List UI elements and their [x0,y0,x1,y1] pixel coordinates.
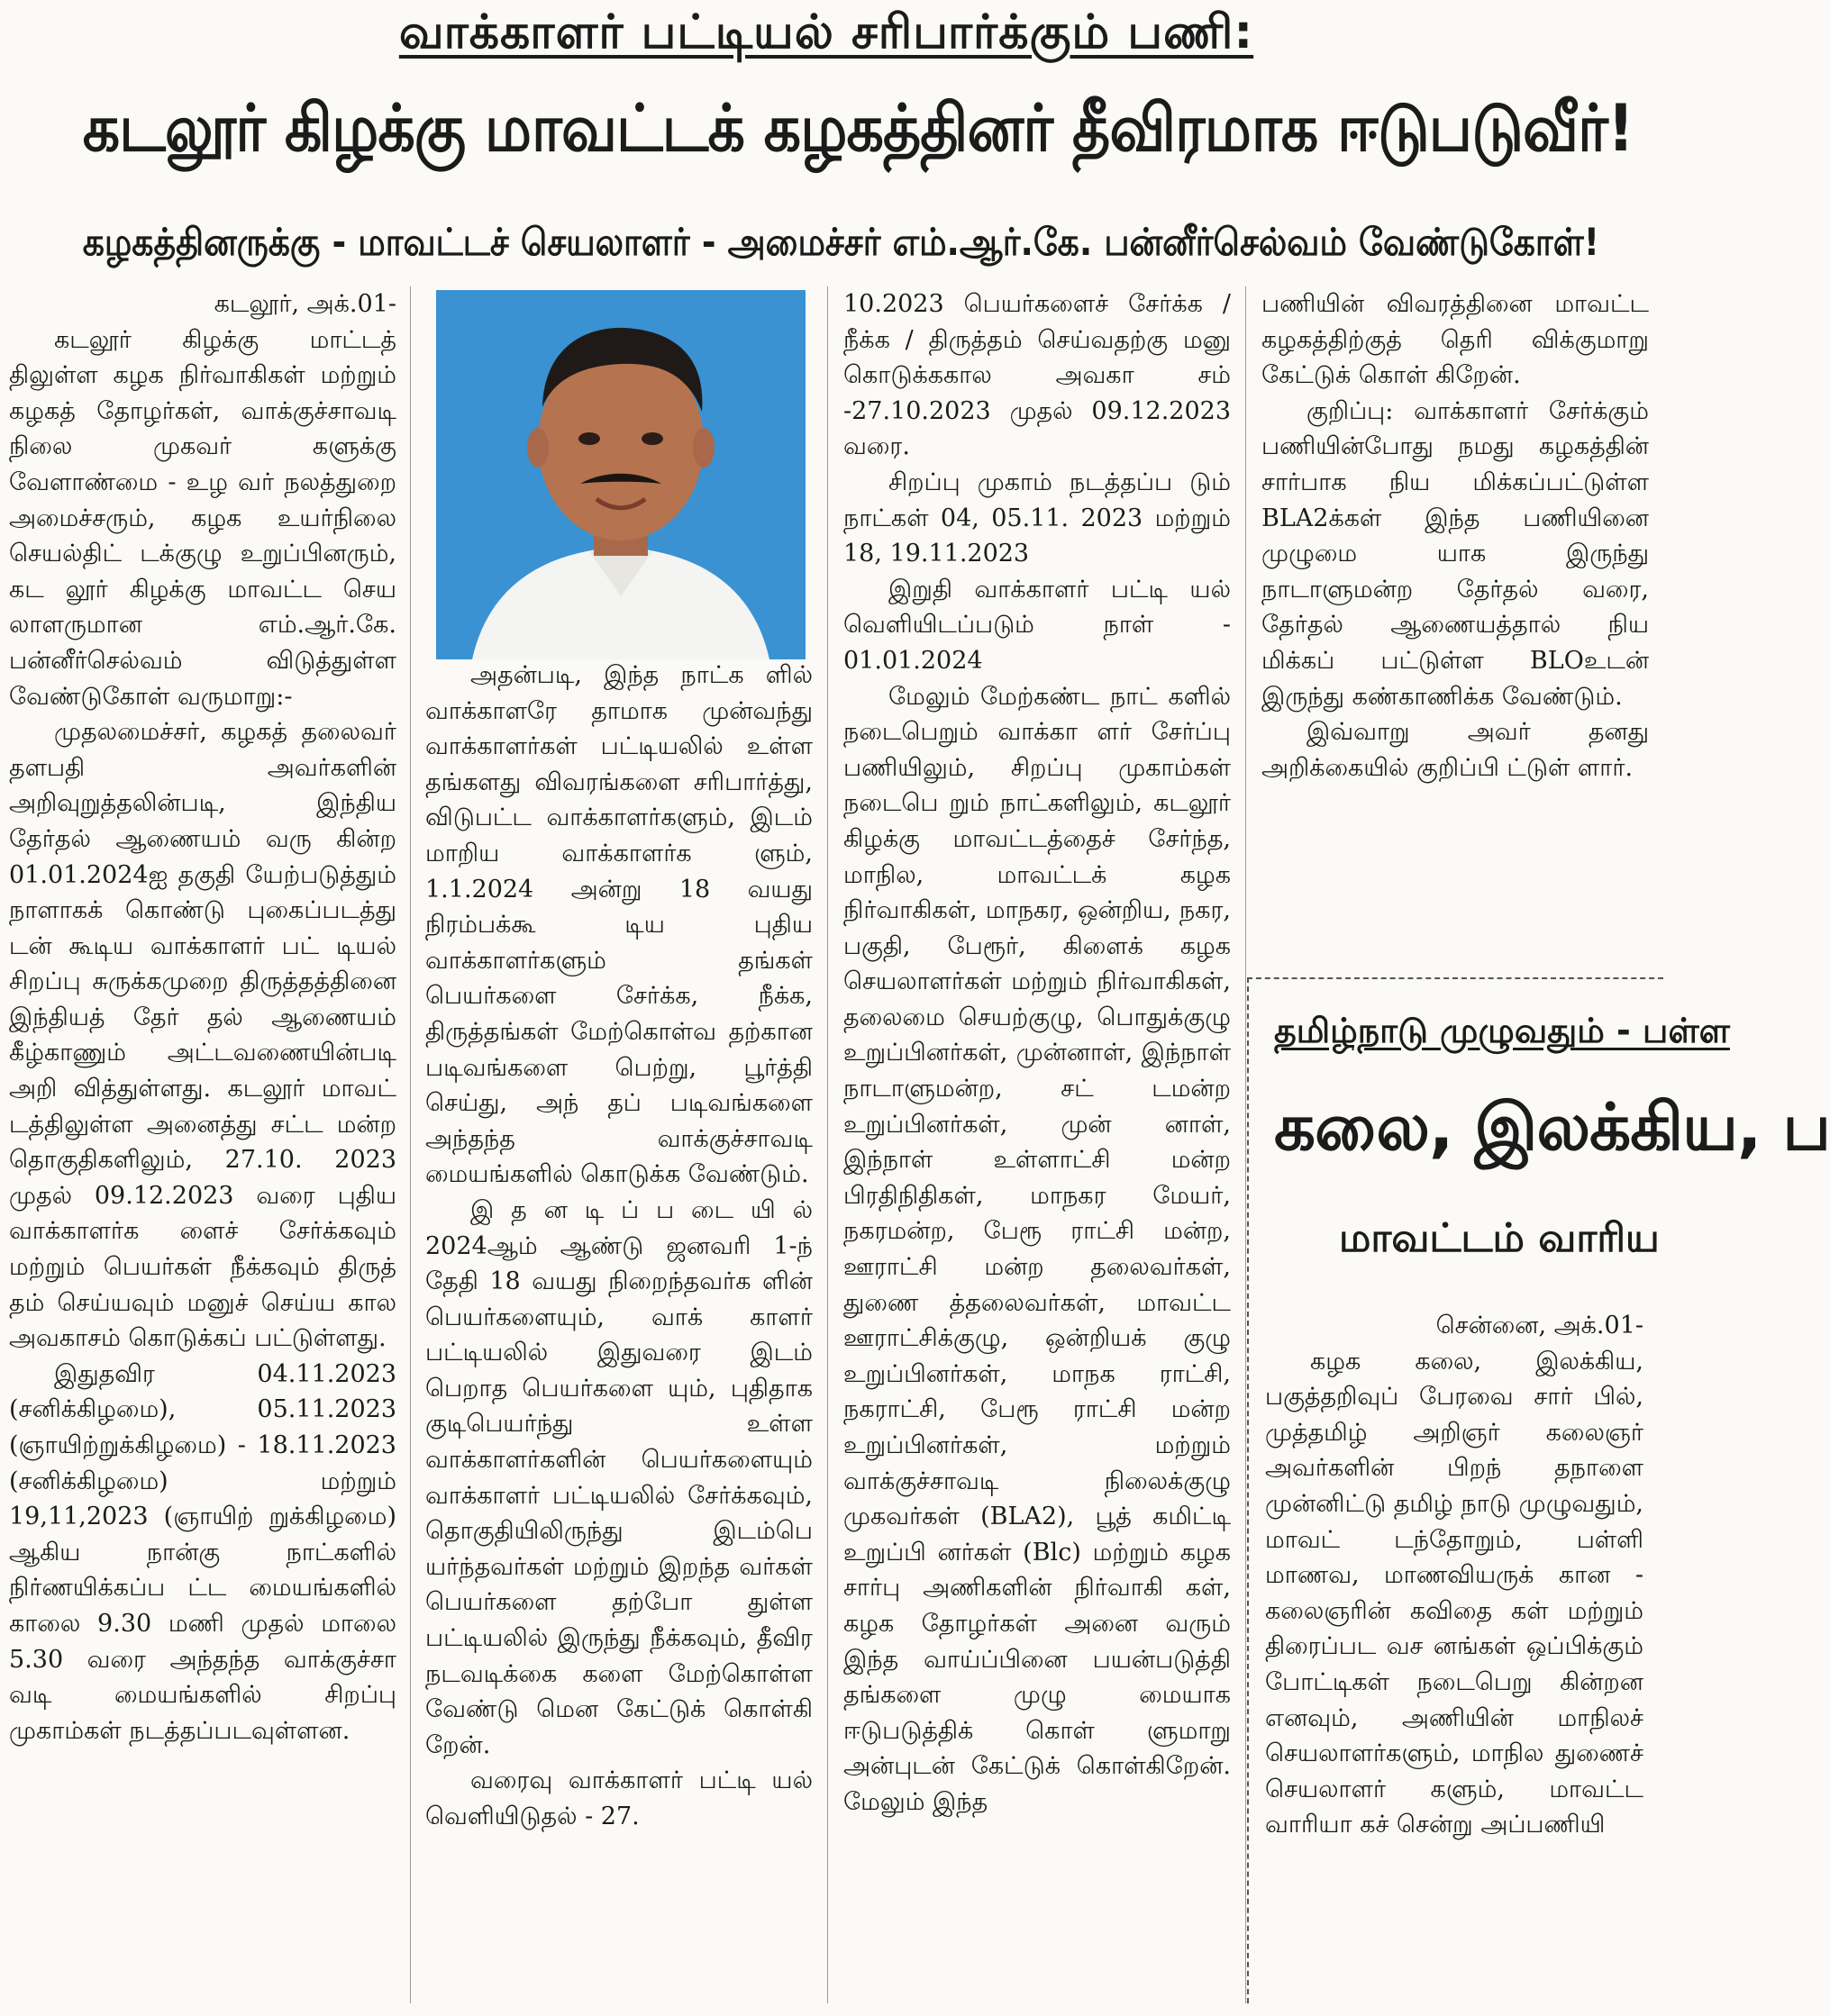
paragraph: கழக கலை, இலக்கிய, பகுத்தறிவுப் பேரவை சார் பில், முத்தமிழ் அறிஞர் கலைஞர் அவர்களின் பிறந் தநாளை முன்னிட்டு தமிழ் நாடு முழுவதும், மாவட் டந்தோறும், பள்ளி மாணவ, மாணவியருக் கான - கலைஞரின் கவிதை கள் மற்றும் திரைப்பட வச னங்கள் ஒப்பிக்கும் போட்டிகள் நடைபெறு கின்றன எனவும், அணியின் மாநிலச் செயலாளர்களும், மாநில துணைச் செயலாளர் களும், மாவட்ட வாரியா கச் சென்று அப்பணியி [1265,1347,1643,1839]
paragraph: கடலூர் கிழக்கு மாட்டத் திலுள்ள கழக நிர்வாகிகள் மற்றும் கழகத் தோழர்கள், வாக்குச்சாவடி நிலை முகவர் களுக்கு வேளாண்மை - உழ வர் நலத்துறை அமைச்சரும், கழக உயர்நிலை செயல்திட் டக்குழு உறுப்பினரும், கட லூர் கிழக்கு மாவட்ட செய லாளருமான எம்.ஆர்.கே. பன்னீர்செல்வம் விடுத்துள்ள வேண்டுகோள் வருமாறு:- [9,325,396,711]
main-headline: கடலூர் கிழக்கு மாவட்டக் கழகத்தினர் தீவிரமாக ஈடுபடுவீர்! [82,90,1634,166]
paragraph: முதலமைச்சர், கழகத் தலைவர் தளபதி அவர்களின் அறிவுறுத்தலின்படி, இந்திய தேர்தல் ஆணையம் வரு கின்ற 01.01.2024ஐ தகுதி யேற்படுத்தும் நாளாகக் கொண்டு புகைப்படத்து டன் கூடிய வாக்காளர் பட் டியல் சிறப்பு சுருக்கமுறை திருத்தத்தினை இந்தியத் தேர் தல் ஆணையம் கீழ்காணும் அட்டவணையின்படி அறி வித்துள்ளது. கடலூர் மாவட் டத்திலுள்ள அனைத்து சட்ட மன்ற தொகுதிகளிலும், 27.10. 2023 முதல் 09.12.2023 வரை புதிய வாக்காளர்க ளைச் சேர்க்கவும் மற்றும் பெயர்கள் நீக்கவும் திருத் தம் செய்யவும் மனுச் செய்ய கால அவகாசம் கொடுக்கப் பட்டுள்ளது. [9,718,396,1353]
headline-kicker: வாக்காளர் பட்டியல் சரிபார்க்கும் பணி: [398,5,1254,59]
paragraph: இறுதி வாக்காளர் பட்டி யல் வெளியிடப்படும் நாள் - 01.01.2024 [843,575,1231,675]
paragraph: சிறப்பு முகாம் நடத்தப்ப டும் நாட்கள் 04, 05.11. 2023 மற்றும் 18, 19.11.2023 [843,468,1231,568]
paragraph: இவ்வாறு அவர் தனது அறிக்கையில் குறிப்பி ட்டுள் ளார். [1261,718,1649,782]
column-divider [410,286,411,2003]
column-divider [827,286,828,2003]
paragraph: இதுதவிர 04.11.2023 (சனிக்கிழமை), 05.11.2023 (ஞாயிற்றுக்கிழமை) - 18.11.2023 (சனிக்கிழமை) மற்றும் 19,11,2023 (ஞாயிற் றுக்கிழமை) ஆகிய நான்கு நாட்களில் நிர்ணயிக்கப்ப ட்ட மையங்களில் காலை 9.30 மணி முதல் மாலை 5.30 வரை அந்தந்த வாக்குச்சா வடி மையங்களில் சிறப்பு முகாம்கள் நடத்தப்படவுள்ளன. [9,1359,396,1745]
paragraph: அதன்படி, இந்த நாட்க ளில் வாக்காளரே தாமாக முன்வந்து வாக்காளர்கள் பட்டியலில் உள்ள தங்களது விவரங்களை சரிபார்த்து, விடுபட்ட வாக்காளர்களும், இடம் மாறிய வாக்காளர்க ளும், 1.1.2024 அன்று 18 வயது நிரம்பக்கூ டிய புதிய வாக்காளர்களும் தங்கள் பெயர்களை சேர்க்க, நீக்க, திருத்தங்கள் மேற்கொள்வ தற்கான படிவங்களை பெற்று, பூர்த்தி செய்து, அந் தப் படிவங்களை அந்தந்த வாக்குச்சாவடி மையங்களில் கொடுக்க வேண்டும். [425,661,813,1189]
paragraph: பணியின் விவரத்தினை மாவட்ட கழகத்திற்குத் தெரி விக்குமாறு கேட்டுக் கொள் கிறேன். [1261,290,1649,390]
related-dateline: சென்னை, அக்.01- [1435,1312,1643,1339]
paragraph: வரைவு வாக்காளர் பட்டி யல் வெளியிடுதல் - 27. [425,1766,813,1830]
article-column-4 [1261,286,1649,980]
article-column-2 [425,286,813,2003]
paragraph: இ த ன டி ப் ப டை யி ல் 2024ஆம் ஆண்டு ஜனவரி 1-ந் தேதி 18 வயது நிறைந்தவர்க ளின் பெயர்களையும், வாக் காளர் பட்டியலில் இதுவரை இடம் பெறாத பெயர்களை யும், புதிதாக குடிபெயர்ந்து உள்ள வாக்காளர்களின் பெயர்களையும் வாக்காளர் பட்டியலில் சேர்க்கவும், தொகுதியிலிருந்து இடம்பெ யர்ந்தவர்கள் மற்றும் இறந்த வர்கள் பெயர்களை தற்போ துள்ள பட்டியலில் இருந்து நீக்கவும், தீவிர நடவடிக்கை களை மேற்கொள்ள வேண்டு மென கேட்டுக் கொள்கி றேன். [425,1195,813,1759]
article-column-1 [9,286,396,2003]
related-subhead: மாவட்டம் வாரிய [1339,1215,1660,1261]
related-body [1265,1308,1643,1843]
subheadline: கழகத்தினருக்கு - மாவட்டச் செயலாளர் - அமைச்சர் எம்.ஆர்.கே. பன்னீர்செல்வம் வேண்டுகோள்! [82,220,1599,264]
paragraph: குறிப்பு: வாக்காளர் சேர்க்கும் பணியின்போது நமது கழகத்தின் சார்பாக நிய மிக்கப்பட்டுள்ள BLA2க்கள் இந்த பணியினை முழுமை யாக இருந்து நாடாளுமன்ற தேர்தல் வரை, தேர்தல் ஆணையத்தால் நிய மிக்கப் பட்டுள்ள BLOஉடன் இருந்து கண்காணிக்க வேண்டும். [1261,396,1649,711]
related-kicker: தமிழ்நாடு முழுவதும் - பள்ள [1274,1011,1730,1050]
dateline: கடலூர், அக்.01- [214,290,396,318]
paragraph: மேலும் மேற்கண்ட நாட் களில் நடைபெறும் வாக்கா ளர் சேர்ப்பு பணியிலும், சிறப்பு முகாம்கள் நடைபெ றும் நாட்களிலும், கடலூர் கிழக்கு மாவட்டத்தைச் சேர்ந்த, மாநில, மாவட்டக் கழக நிர்வாகிகள், மாநகர, ஒன்றிய, நகர, பகுதி, பேரூர், கிளைக் கழக செயலாளர்கள் மற்றும் நிர்வாகிகள், தலைமை செயற்குழு, பொதுக்குழு உறுப்பினர்கள், முன்னாள், இந்நாள் நாடாளுமன்ற, சட் டமன்ற உறுப்பினர்கள், முன் னாள், இந்நாள் உள்ளாட்சி மன்ற பிரதிநிதிகள், மாநகர மேயர், நகரமன்ற, பேரூ ராட்சி மன்ற, ஊராட்சி மன்ற தலைவர்கள், துணை த்தலைவர்கள், மாவட்ட ஊராட்சிக்குழு, ஒன்றியக் குழு உறுப்பினர்கள், மாநக ராட்சி, நகராட்சி, பேரூ ராட்சி மன்ற உறுப்பினர்கள், மற்றும் வாக்குச்சாவடி நிலைக்குழு முகவர்கள் (BLA2), பூத் கமிட்டி உறுப்பி னர்கள் (Blc) மற்றும் கழக சார்பு அணிகளின் நிர்வாகி கள், கழக தோழர்கள் அனை வரும் இந்த வாய்ப்பினை பயன்படுத்தி தங்களை முழு மையாக ஈடுபடுத்திக் கொள் ளுமாறு அன்புடன் கேட்டுக் கொள்கிறேன். மேலும் இந்த [843,682,1231,1816]
column-divider [1245,286,1246,2003]
related-article-box [1247,977,1830,2003]
related-headline: கலை, இலக்கிய, ப [1274,1089,1830,1165]
paragraph: 10.2023 பெயர்களைச் சேர்க்க / நீக்க / திருத்தம் செய்வதற்கு மனு கொடுக்ககால அவகா சம் -27.10.2023 முதல் 09.12.2023 வரை. [843,290,1231,461]
article-column-3 [843,286,1231,2003]
